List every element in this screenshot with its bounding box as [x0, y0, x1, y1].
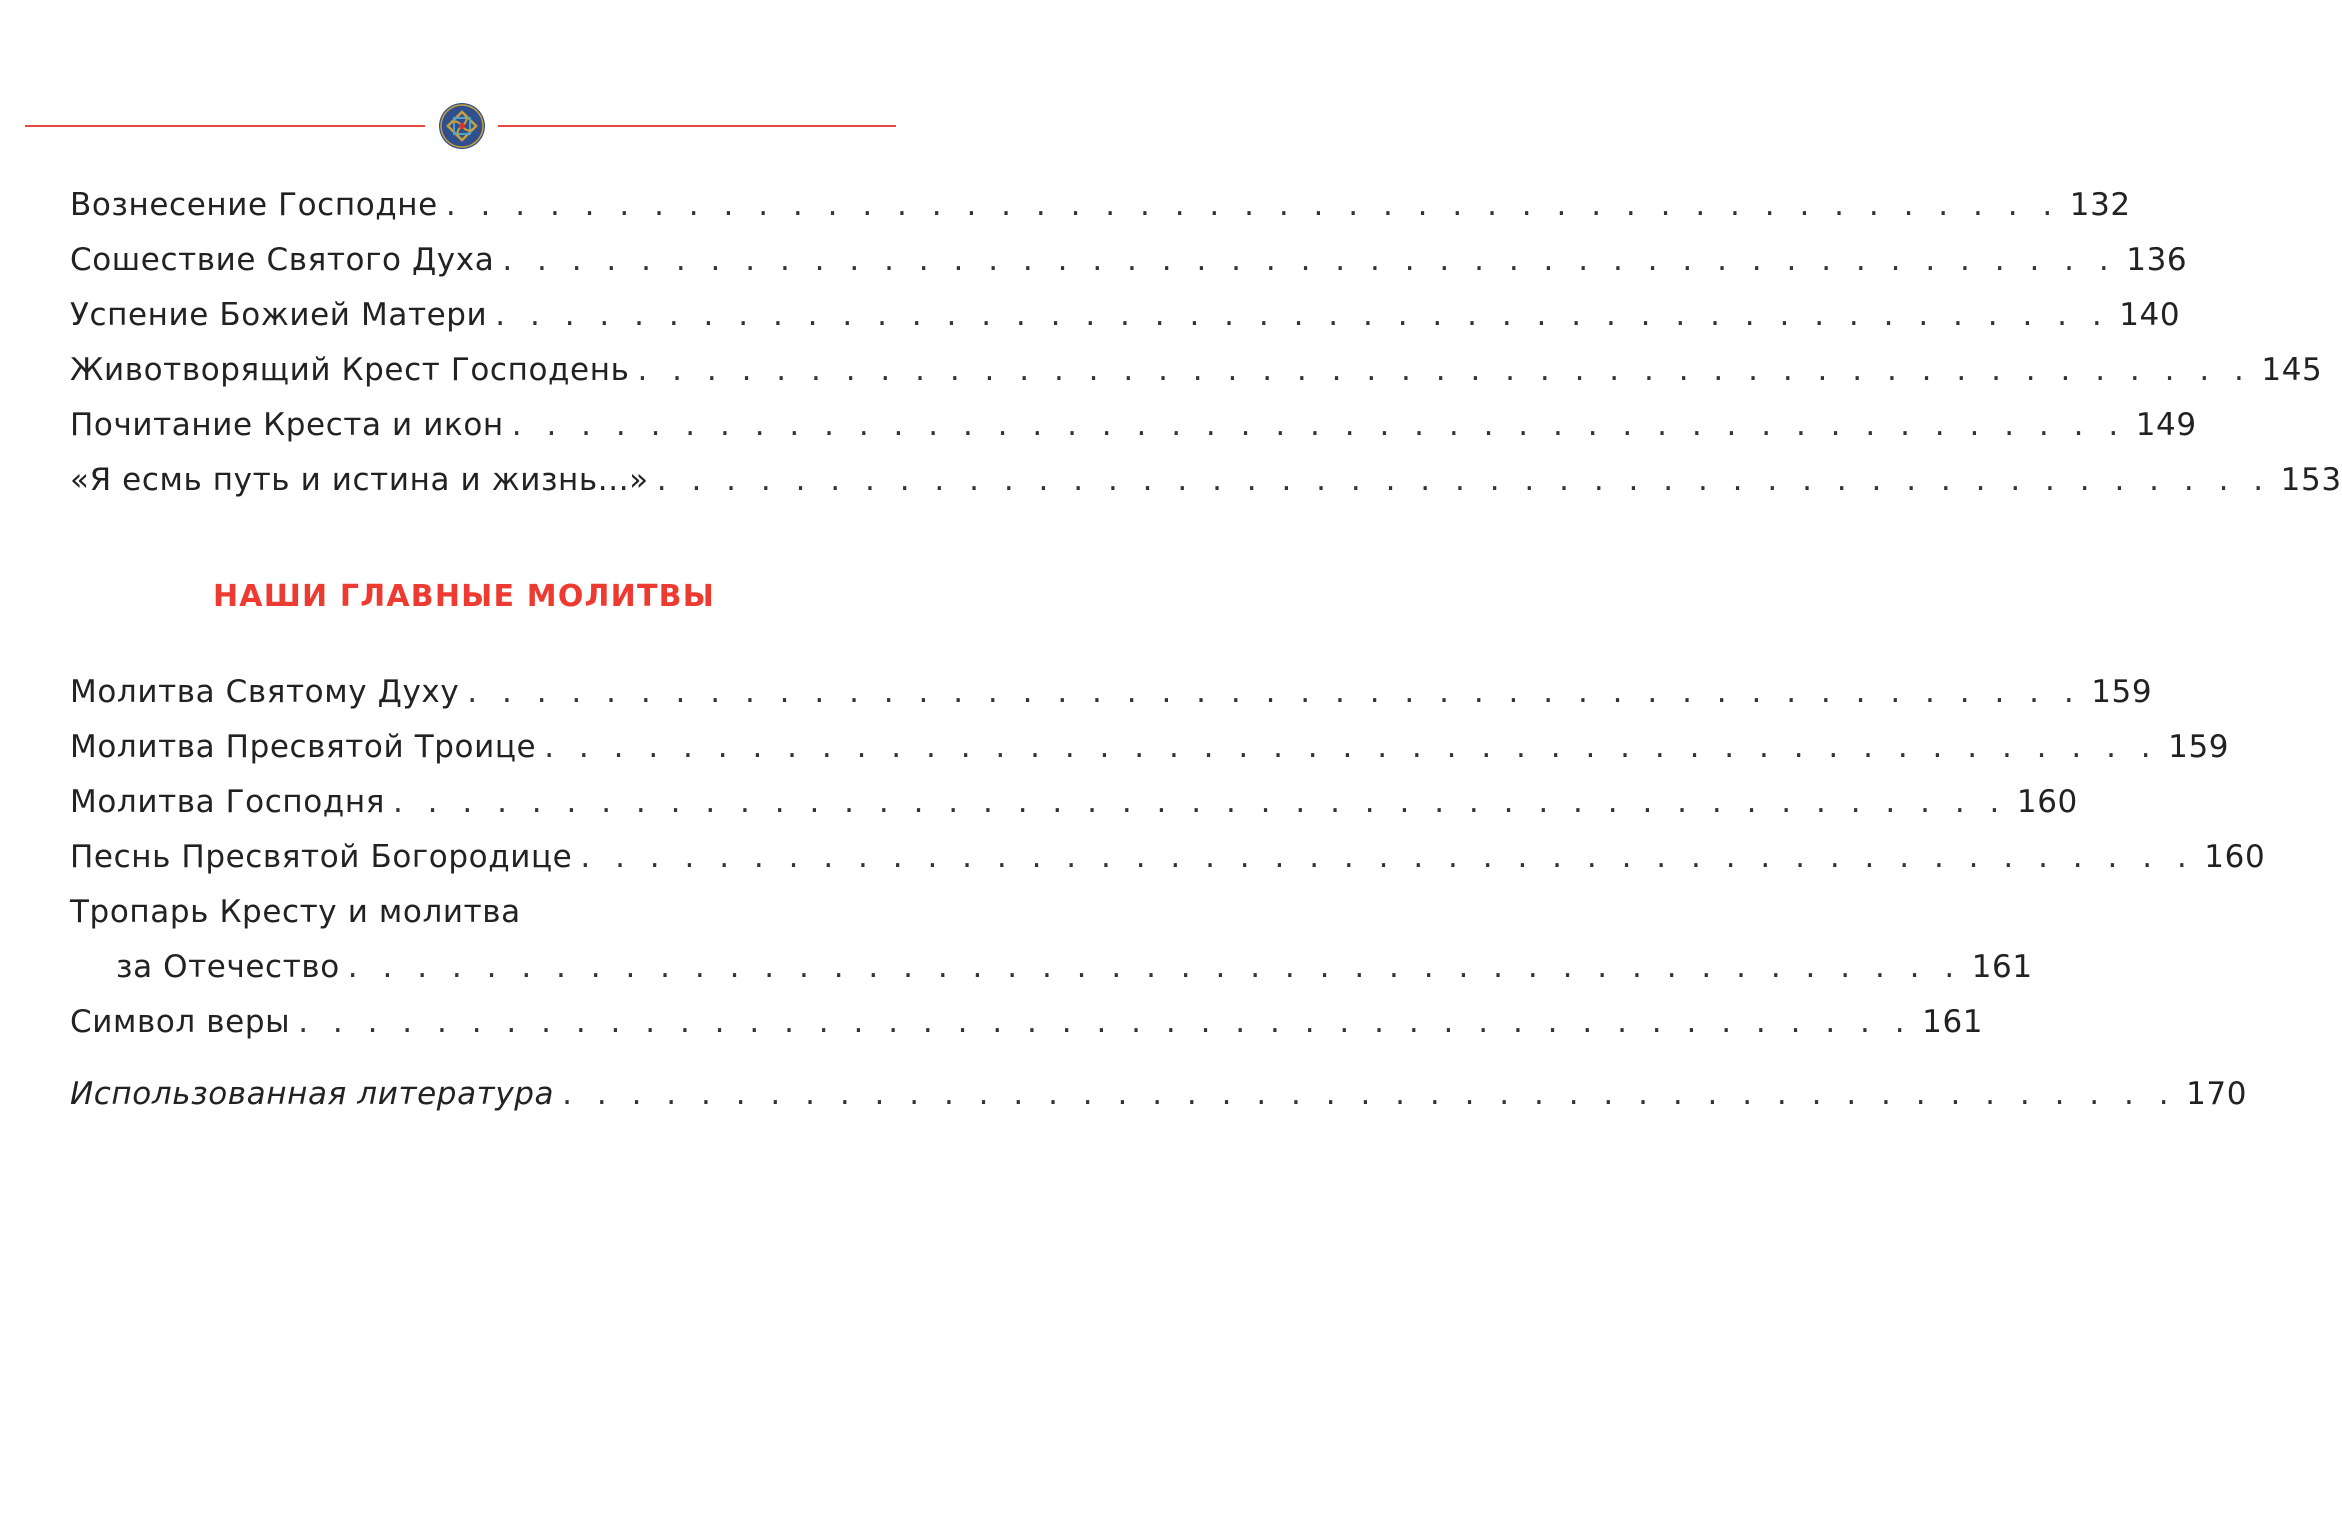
toc-entry-title: «Я есмь путь и истина и жизнь...» [70, 462, 649, 498]
section-heading: НАШИ ГЛАВНЫЕ МОЛИТВЫ [213, 579, 715, 614]
toc-entry-title: Использованная литература [70, 1076, 555, 1112]
toc-leader-dots: . . . . . . . . . . . . . . . . . . . . . . . . . . . . . . . . . . . . . . . . . . . . . . . [298, 1004, 1913, 1040]
toc-entry-page: 136 [2126, 242, 2188, 278]
toc-entry-title: Молитва Пресвятой Троице [70, 729, 537, 765]
toc-leader-dots: . . . . . . . . . . . . . . . . . . . . . . . . . . . . . . . . . . . . . . . . . . . . . . . [637, 352, 2252, 388]
header-rule-right [498, 125, 896, 127]
toc-entry[interactable] [70, 293, 2181, 337]
toc-leader-dots: . . . . . . . . . . . . . . . . . . . . . . . . . . . . . . . . . . . . . . . . . . . . . . . [347, 949, 1962, 985]
toc-entry[interactable] [70, 670, 2153, 714]
toc-entry-title: Сошествие Святого Духа [70, 242, 495, 278]
toc-entry[interactable] [116, 945, 2033, 989]
toc-entry-title: Молитва Святому Духу [70, 674, 460, 710]
toc-entry-page: 140 [2119, 297, 2181, 333]
toc-entry[interactable] [70, 835, 2266, 879]
toc-leader-dots: . . . . . . . . . . . . . . . . . . . . . . . . . . . . . . . . . . . . . . . . . . . . . . . [544, 729, 2159, 765]
toc-entry-page: 161 [1922, 1004, 1984, 1040]
toc-entry[interactable] [70, 403, 2197, 447]
toc-entry[interactable] [70, 725, 2230, 769]
toc-entry-title: Успение Божией Матери [70, 297, 488, 333]
toc-entry-title: Вознесение Господне [70, 187, 438, 223]
toc-entry[interactable] [70, 238, 2188, 282]
toc-leader-dots: . . . . . . . . . . . . . . . . . . . . . . . . . . . . . . . . . . . . . . . . . . . . . . . [495, 297, 2110, 333]
toc-entry[interactable] [70, 348, 2323, 392]
toc-entry-page: 132 [2069, 187, 2131, 223]
toc-entry-title: Животворящий Крест Господень [70, 352, 630, 388]
toc-entry[interactable] [70, 780, 2078, 824]
toc-entry[interactable] [70, 1000, 1984, 1044]
toc-entry-title-line2: за Отечество [116, 949, 340, 985]
toc-entry-title: Молитва Господня [70, 784, 385, 820]
toc-entry-page: 159 [2091, 674, 2153, 710]
toc-leader-dots: . . . . . . . . . . . . . . . . . . . . . . . . . . . . . . . . . . . . . . . . . . . . . . . [562, 1076, 2177, 1112]
toc-entry-title: Почитание Креста и икон [70, 407, 504, 443]
toc-leader-dots: . . . . . . . . . . . . . . . . . . . . . . . . . . . . . . . . . . . . . . . . . . . . . . . [392, 784, 2007, 820]
toc-entry-page: 159 [2168, 729, 2230, 765]
toc-entry-page: 170 [2186, 1076, 2248, 1112]
toc-leader-dots: . . . . . . . . . . . . . . . . . . . . . . . . . . . . . . . . . . . . . . . . . . . . . . . [467, 674, 2082, 710]
toc-leader-dots: . . . . . . . . . . . . . . . . . . . . . . . . . . . . . . . . . . . . . . . . . . . . . . . [445, 187, 2060, 223]
toc-leader-dots: . . . . . . . . . . . . . . . . . . . . . . . . . . . . . . . . . . . . . . . . . . . . . . . [656, 462, 2271, 498]
toc-leader-dots: . . . . . . . . . . . . . . . . . . . . . . . . . . . . . . . . . . . . . . . . . . . . . . . [511, 407, 2126, 443]
toc-entry-page: 149 [2135, 407, 2197, 443]
toc-leader-dots: . . . . . . . . . . . . . . . . . . . . . . . . . . . . . . . . . . . . . . . . . . . . . . . [502, 242, 2117, 278]
toc-entry-page: 161 [1971, 949, 2033, 985]
toc-entry-title-line1[interactable]: Тропарь Кресту и молитва [70, 894, 521, 930]
toc-leader-dots: . . . . . . . . . . . . . . . . . . . . . . . . . . . . . . . . . . . . . . . . . . . . . . . [580, 839, 2195, 875]
header-rule-left [25, 125, 425, 127]
toc-entry-title: Символ веры [70, 1004, 291, 1040]
toc-entry-page: 160 [2204, 839, 2266, 875]
toc-entry-title: Песнь Пресвятой Богородице [70, 839, 573, 875]
toc-entry[interactable] [70, 458, 2342, 502]
toc-entry[interactable] [70, 183, 2131, 227]
celtic-knot-icon [438, 102, 486, 150]
toc-entry-page: 145 [2261, 352, 2323, 388]
toc-entry-bibliography[interactable] [70, 1072, 2248, 1116]
toc-entry-page: 153 [2280, 462, 2342, 498]
toc-entry-page: 160 [2016, 784, 2078, 820]
